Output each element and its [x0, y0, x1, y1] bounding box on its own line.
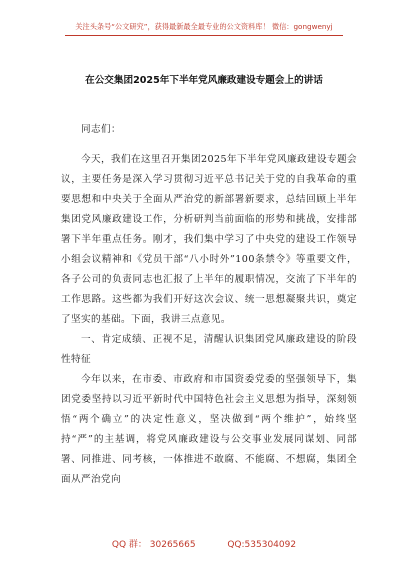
section-heading-1: 一、肯定成绩、正视不足，清醒认识集团党风廉政建设的阶段性特征	[61, 334, 357, 365]
document-title: 在公交集团2025年下半年党风廉政建设专题会上的讲话	[85, 75, 323, 86]
footer-qq-contact: QQ:535304092	[227, 540, 297, 550]
footer-contact	[0, 537, 408, 550]
header-promo-text: 关注头条号“公文研究”，获得最新最全最专业的公文资料库！ 微信：gongwenyj	[65, 22, 342, 36]
salutation: 同志们：	[81, 124, 121, 135]
header-promo	[0, 22, 408, 36]
document-body	[61, 120, 357, 490]
paragraph-intro: 今天，我们在这里召开集团2025年下半年党风廉政建设专题会议，主要任务是深入学习贯彻习近平总书记关于党的自我革命的重要思想和中央关于全面从严治党的新部署新要求，总结回顾上半年集团党风廉政建设工作，分析研判当前面临的形势和挑战，安排部署下半年重点任务。刚才，我们集中学习了中央党的建设工作领导小组会议精神和《党员干部“八小时外”100条禁令》等重要文件，各子公司的负责同志也汇报了上半年的履职情况，交流了下半年的工作思路。这些都为我们开好这次会议、统一思想凝聚共识，奠定了坚实的基础。下面，我讲三点意见。	[61, 154, 357, 325]
footer-qq-group: QQ 群： 30265665	[111, 540, 196, 550]
paragraph-section-1: 今年以来，在市委、市政府和市国资委党委的坚强领导下，集团党委坚持以习近平新时代中国特色社会主义思想为指导，深刻领悟“两个确立”的决定性意义，坚决做到“两个维护”，始终坚持“严”的主基调，将党风廉政建设与公交事业发展同谋划、同部署、同推进、同考核，一体推进不敢腐、不能腐、不想腐，集团全面从严治党向	[61, 374, 357, 485]
